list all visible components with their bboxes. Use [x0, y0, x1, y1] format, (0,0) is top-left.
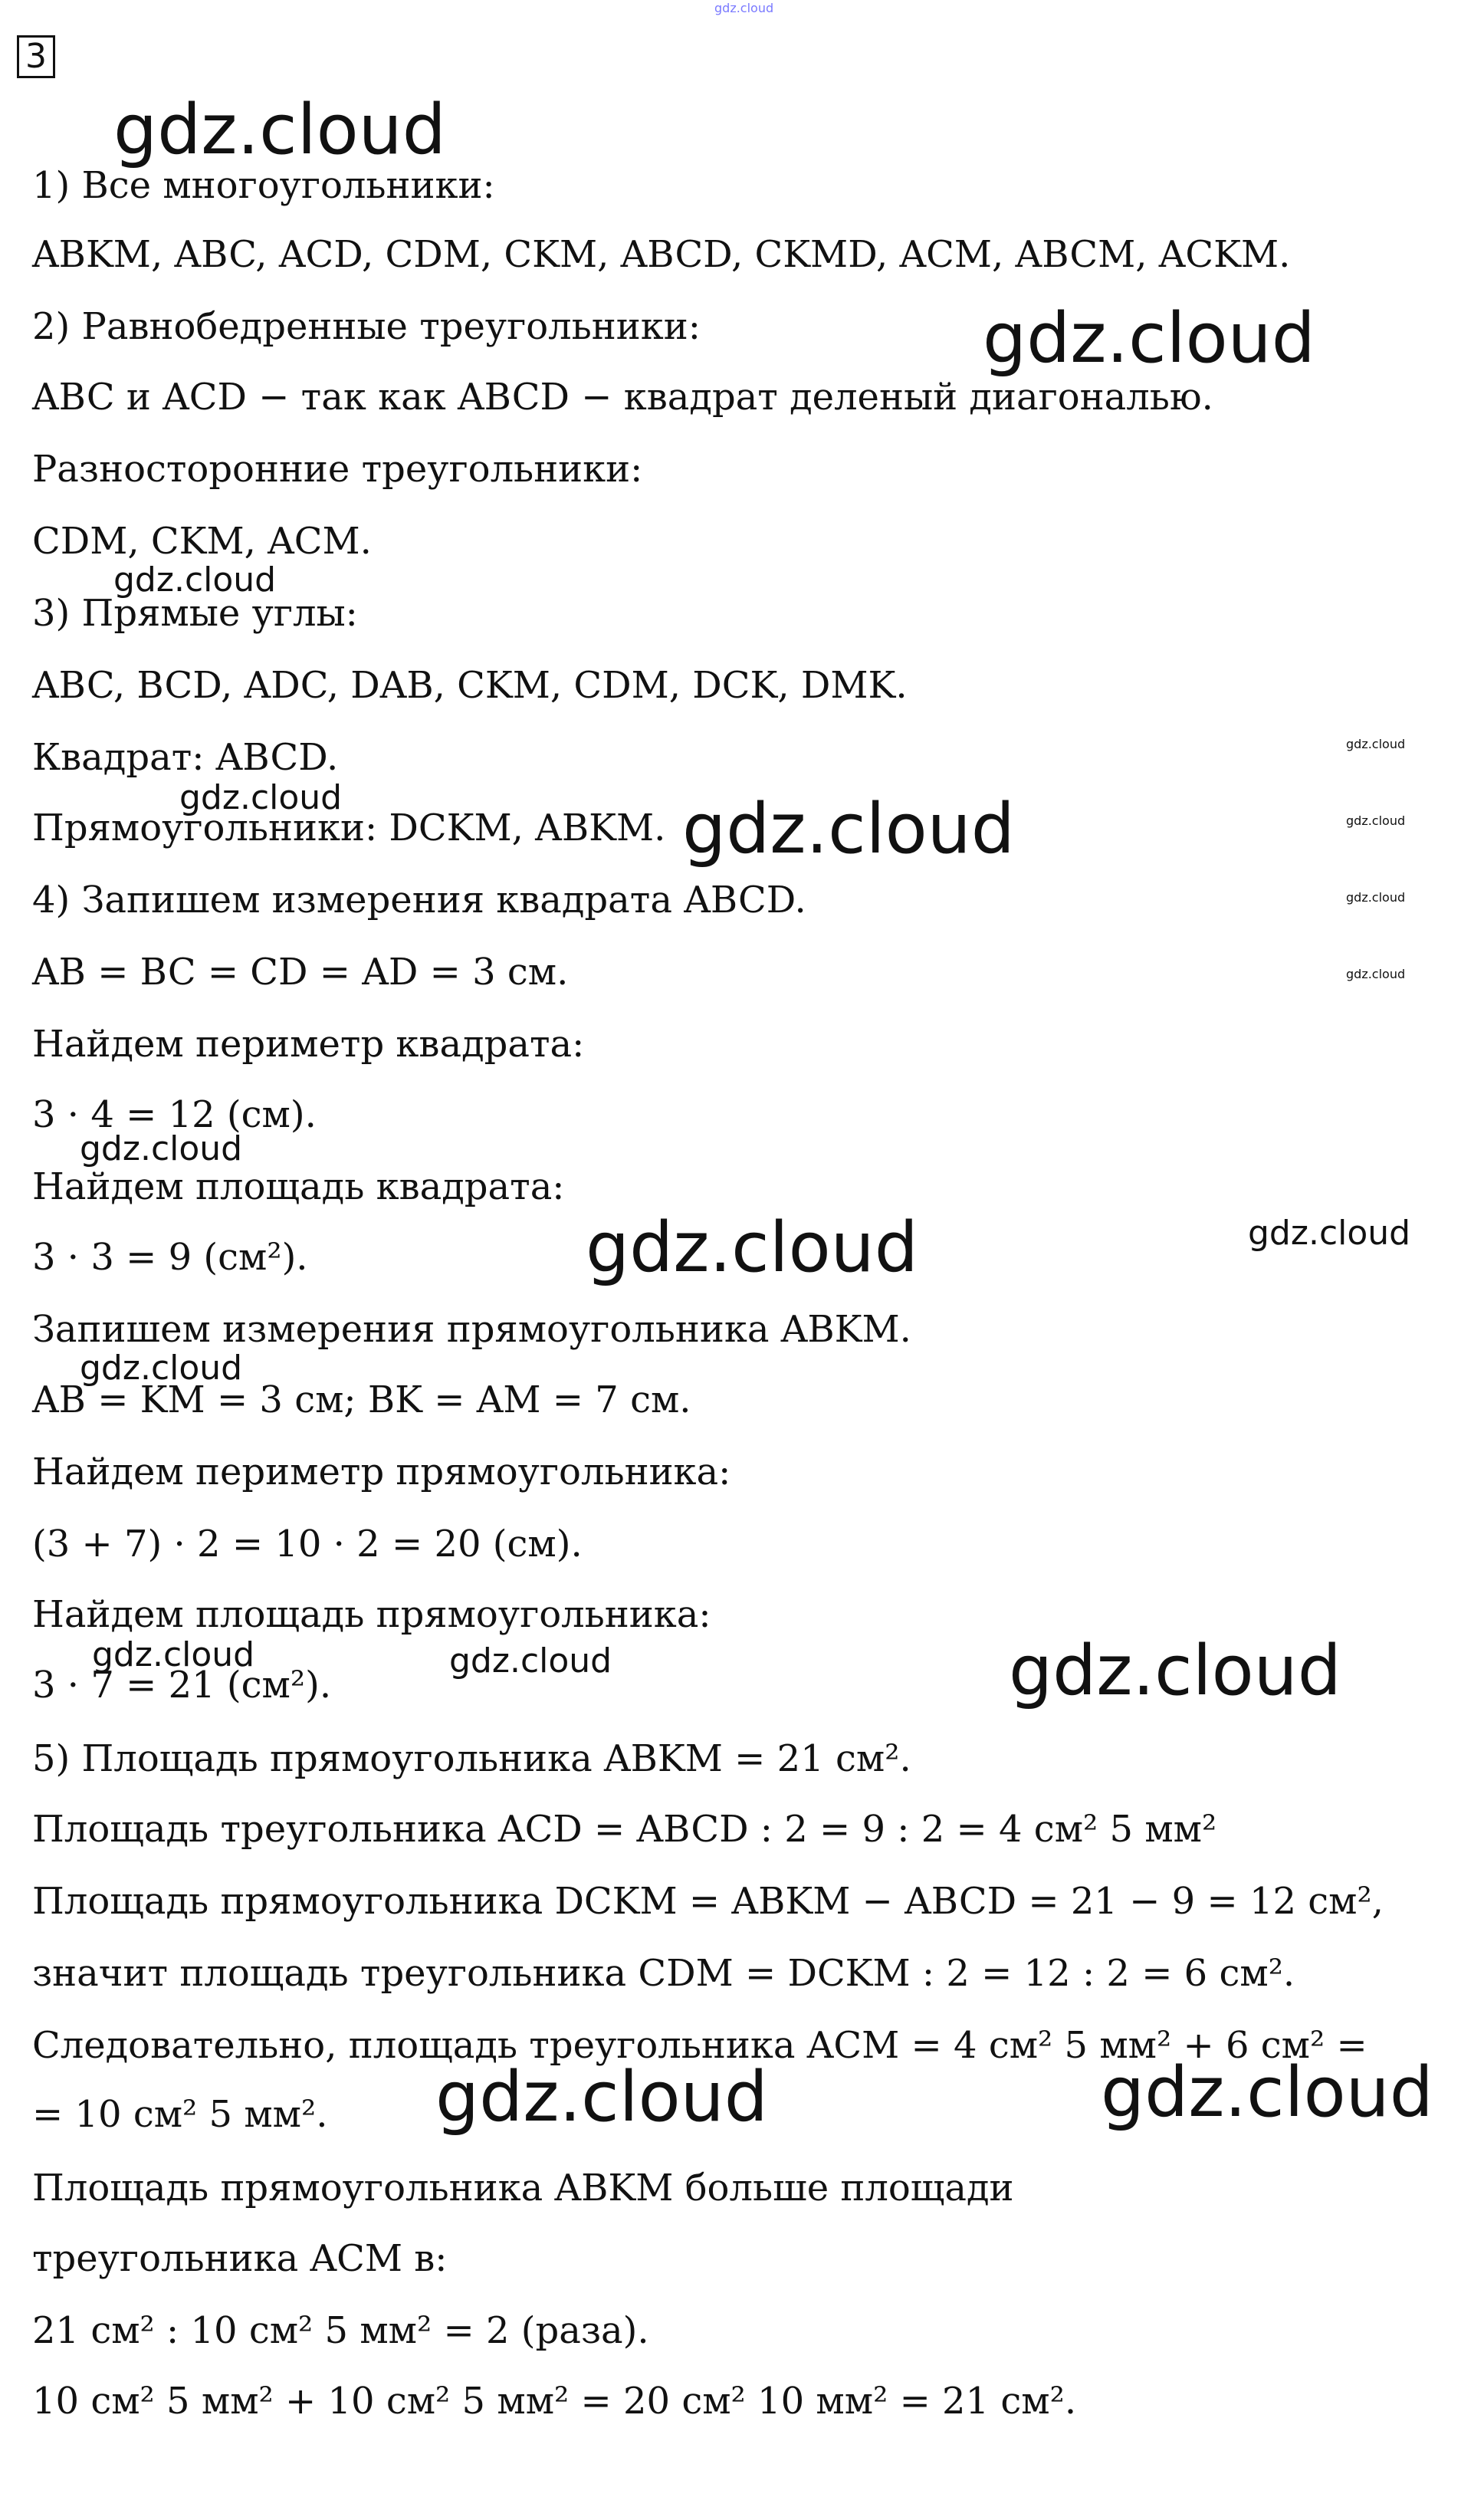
solution-line: 1) Все многоугольники:	[32, 164, 495, 207]
solution-line: CDM, CKM, ACM.	[32, 520, 372, 563]
solution-line: Разносторонние треугольники:	[32, 448, 643, 491]
watermark: gdz.cloud	[1248, 1214, 1411, 1253]
solution-line: 3 · 7 = 21 (см²).	[32, 1664, 332, 1707]
solution-line: ABC и ACD − так как ABCD − квадрат деленый диагональю.	[32, 376, 1213, 419]
task-number-box: 3	[17, 35, 55, 78]
solution-line: = 10 см² 5 мм².	[32, 2093, 328, 2136]
solution-line: Площадь прямоугольника DCKM = ABKM − ABCD = 21 − 9 = 12 см²,	[32, 1880, 1384, 1923]
watermark: gdz.cloud	[714, 1, 774, 15]
solution-line: 10 см² 5 мм² + 10 см² 5 мм² = 20 см² 10 мм² = 21 см².	[32, 2380, 1077, 2423]
watermark: gdz.cloud	[682, 789, 1015, 869]
solution-line: (3 + 7) · 2 = 10 · 2 = 20 (см).	[32, 1523, 583, 1566]
watermark: gdz.cloud	[113, 90, 446, 170]
solution-line: 2) Равнобедренные треугольники:	[32, 305, 701, 348]
solution-line: Следовательно, площадь треугольника ACM = 4 см² 5 мм² + 6 см² =	[32, 2024, 1367, 2067]
watermark: gdz.cloud	[113, 560, 277, 600]
solution-line: Площадь прямоугольника ABKM больше площади	[32, 2167, 1014, 2210]
solution-line: Запишем измерения прямоугольника ABKM.	[32, 1308, 911, 1351]
watermark: gdz.cloud	[435, 2057, 768, 2137]
watermark: gdz.cloud	[1346, 737, 1406, 751]
solution-line: треугольника ACM в:	[32, 2237, 448, 2280]
solution-line: Найдем периметр квадрата:	[32, 1023, 585, 1066]
watermark: gdz.cloud	[983, 298, 1315, 379]
solution-line: ABC, BCD, ADC, DAB, CKM, CDM, DCK, DMK.	[32, 664, 908, 707]
solution-line: 21 см² : 10 см² 5 мм² = 2 (раза).	[32, 2309, 649, 2352]
solution-line: 3 · 4 = 12 (см).	[32, 1093, 317, 1136]
solution-line: Прямоугольники: DCKM, ABKM.	[32, 807, 666, 849]
solution-line: AB = BC = CD = AD = 3 см.	[32, 951, 569, 994]
watermark: gdz.cloud	[1009, 1631, 1341, 1711]
solution-line: Найдем площадь прямоугольника:	[32, 1593, 711, 1636]
solution-line: значит площадь треугольника CDM = DCKM : 2 = 12 : 2 = 6 см².	[32, 1952, 1295, 1995]
watermark: gdz.cloud	[1346, 813, 1406, 828]
watermark: gdz.cloud	[1346, 967, 1406, 981]
watermark: gdz.cloud	[179, 778, 343, 817]
watermark: gdz.cloud	[586, 1207, 918, 1288]
solution-line: Площадь треугольника ACD = ABCD : 2 = 9 : 2 = 4 см² 5 мм²	[32, 1808, 1217, 1851]
solution-line: 3) Прямые углы:	[32, 592, 358, 635]
watermark: gdz.cloud	[80, 1349, 243, 1388]
solution-line: AB = KM = 3 см; BK = AM = 7 см.	[32, 1378, 691, 1421]
solution-line: 3 · 3 = 9 (см²).	[32, 1236, 308, 1279]
watermark: gdz.cloud	[80, 1129, 243, 1168]
solution-line: Найдем периметр прямоугольника:	[32, 1451, 731, 1493]
solution-line: Квадрат: ABCD.	[32, 736, 339, 779]
solution-line: Найдем площадь квадрата:	[32, 1165, 565, 1208]
watermark: gdz.cloud	[1101, 2052, 1433, 2133]
solution-line: 5) Площадь прямоугольника ABKM = 21 см².	[32, 1737, 911, 1780]
watermark: gdz.cloud	[1346, 890, 1406, 905]
solution-line: 4) Запишем измерения квадрата ABCD.	[32, 879, 806, 922]
watermark: gdz.cloud	[92, 1635, 255, 1674]
solution-line: ABKM, ABC, ACD, CDM, CKM, ABCD, CKMD, ACM, ABCM, ACKM.	[32, 233, 1291, 276]
watermark: gdz.cloud	[449, 1641, 612, 1681]
